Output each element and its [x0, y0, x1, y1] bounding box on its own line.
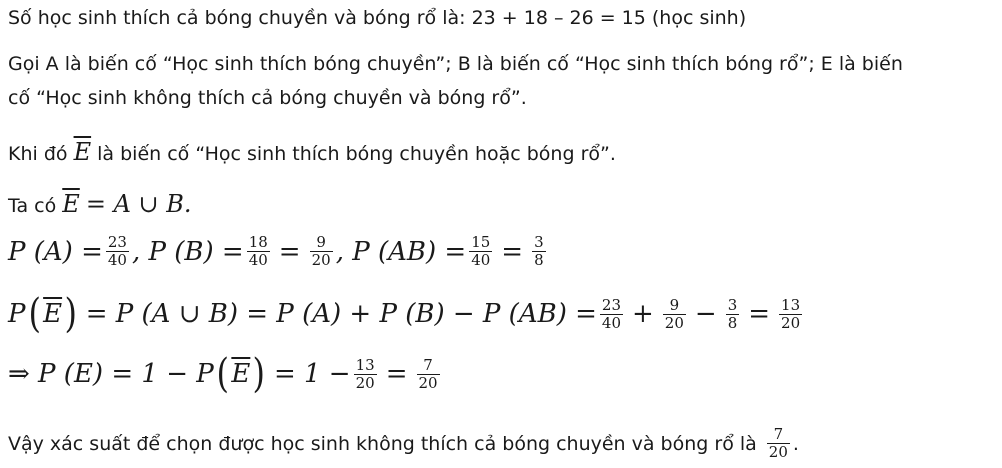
frac-9-20: [310, 234, 333, 269]
num: 3: [727, 295, 738, 314]
frac-3-8: [726, 297, 740, 332]
e-complement: $\overline{E}$: [73, 138, 92, 166]
frac-7-20: [417, 357, 440, 392]
den: 20: [781, 313, 801, 332]
frac-3-8: [532, 234, 546, 269]
den: 40: [248, 251, 268, 269]
conclusion-period: .: [792, 432, 799, 455]
frac-13-20: [354, 357, 377, 392]
den: 20: [768, 443, 788, 461]
num: 18: [248, 233, 268, 251]
frac-7-20-conclusion: [767, 426, 790, 461]
line4-prefix: Ta có: [8, 195, 57, 217]
num: 15: [471, 233, 491, 251]
den: 20: [355, 373, 375, 392]
frac-23-40: [106, 234, 129, 269]
num: 9: [669, 295, 680, 314]
eq1-pa: P (A) =: [8, 236, 103, 267]
eq2-lhs: P: [8, 299, 26, 329]
text-line-2a: Gọi A là biến cố “Học sinh thích bóng chuyền”; B là biến cố “Học sinh thích bóng rổ”; E là biến: [8, 53, 903, 75]
text-line-3: [8, 140, 616, 166]
close-paren: ): [252, 351, 266, 397]
num: 23: [107, 233, 127, 251]
eq1-pb: , P (B) =: [131, 236, 244, 267]
equals: =: [501, 236, 524, 267]
den: 8: [727, 313, 738, 332]
num: 7: [773, 425, 784, 443]
plus: +: [632, 299, 654, 329]
line3-suffix: là biến cố “Học sinh thích bóng chuyền hoặc bóng rổ”.: [97, 143, 616, 165]
frac-23-40: [600, 297, 623, 332]
den: 20: [664, 313, 684, 332]
den: 20: [418, 373, 438, 392]
frac-18-40: [247, 234, 270, 269]
den: 40: [107, 251, 127, 269]
den: 40: [601, 313, 621, 332]
frac-9-20: [663, 297, 686, 332]
text-line-1: Số học sinh thích cả bóng chuyền và bóng rổ là: 23 + 18 – 26 = 15 (học sinh): [8, 7, 747, 29]
eq3-lhs: ⇒ P (E) = 1 − P: [8, 359, 214, 389]
eq3-mid: = 1 −: [273, 359, 351, 389]
num: 13: [355, 355, 375, 374]
num: 13: [781, 295, 801, 314]
eq2-mid: = P (A ∪ B) = P (A) + P (B) − P (AB) =: [85, 299, 597, 329]
e-complement-2: $\overline{E}$: [62, 190, 80, 218]
num: 3: [534, 233, 544, 251]
num: 9: [316, 233, 326, 251]
minus: −: [694, 299, 717, 329]
equals: =: [278, 236, 301, 267]
equation-result: [8, 351, 443, 397]
den: 8: [534, 251, 544, 269]
num: 7: [423, 355, 433, 374]
conclusion-text: Vậy xác suất để chọn được học sinh không thích cả bóng chuyền và bóng rổ là: [8, 432, 757, 455]
den: 20: [311, 251, 331, 269]
text-line-2b: cố “Học sinh không thích cả bóng chuyền và bóng rổ”.: [8, 87, 527, 109]
eq1-pab: , P (AB) =: [335, 236, 467, 267]
e-complement-4: $\overline{E}$: [231, 359, 251, 389]
equals: =: [748, 299, 771, 329]
frac-15-40: [469, 234, 492, 269]
open-paren: (: [28, 291, 41, 337]
line4-math: = A ∪ B.: [85, 190, 192, 218]
close-paren: ): [64, 291, 78, 337]
num: 23: [601, 295, 621, 314]
equation-union: [8, 291, 805, 337]
text-line-4: [8, 192, 192, 218]
den: 40: [471, 251, 491, 269]
equation-probabilities: [8, 234, 549, 269]
e-complement-3: $\overline{E}$: [43, 299, 63, 329]
frac-13-20: [779, 297, 802, 332]
equals: =: [385, 359, 408, 389]
conclusion-line: [8, 426, 799, 461]
line3-prefix: Khi đó: [8, 143, 68, 165]
open-paren: (: [216, 351, 229, 397]
